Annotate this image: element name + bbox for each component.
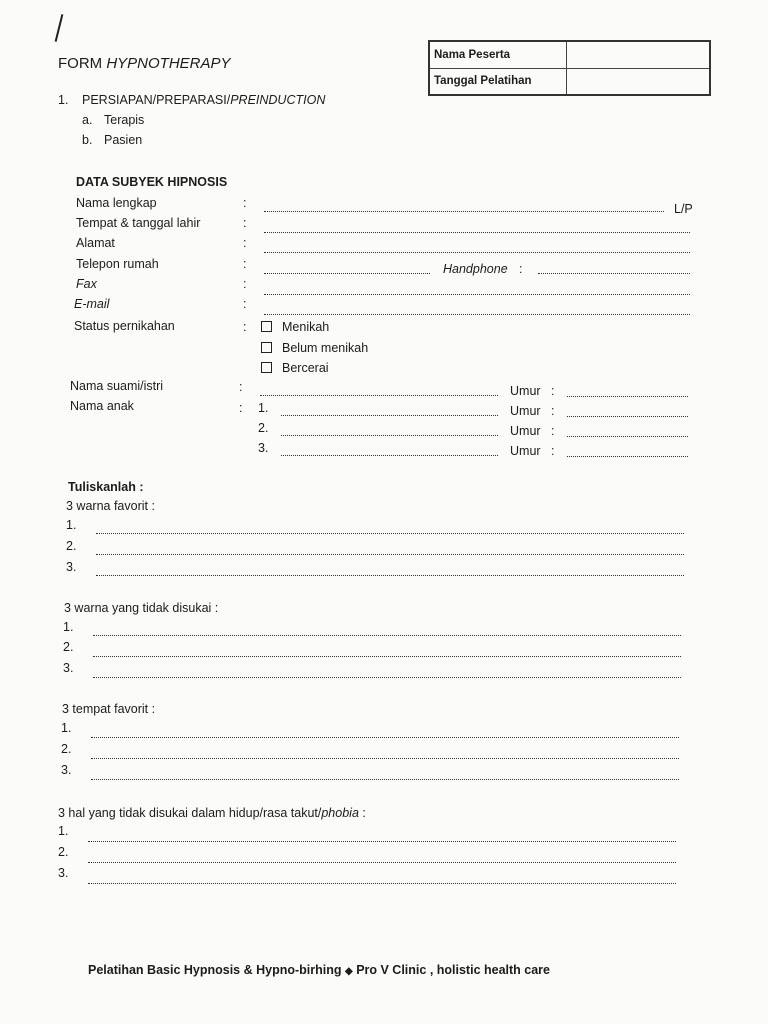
list-title-favorite-places: 3 tempat favorit : bbox=[62, 702, 156, 716]
checkbox[interactable] bbox=[261, 342, 272, 353]
section1-item-marker: b. bbox=[82, 133, 93, 147]
age-label: Umur bbox=[510, 424, 541, 438]
birth-label: Tempat & tanggal lahir bbox=[76, 216, 201, 230]
section1-title-italic: PREINDUCTION bbox=[230, 93, 326, 107]
colon: : bbox=[243, 257, 247, 271]
colon: : bbox=[243, 320, 247, 334]
list-number: 1. bbox=[63, 620, 74, 634]
colon: : bbox=[243, 196, 247, 210]
participant-table bbox=[428, 40, 711, 96]
marital-option-belum-menikah[interactable] bbox=[261, 341, 368, 355]
handphone-label: Handphone bbox=[443, 262, 508, 276]
list-number: 3. bbox=[58, 866, 69, 880]
birth-line[interactable] bbox=[264, 232, 690, 233]
form-title-main: HYPNOTHERAPY bbox=[106, 55, 231, 72]
name-label: Nama lengkap bbox=[76, 196, 157, 210]
tuliskan-heading: Tuliskanlah : bbox=[68, 480, 144, 494]
answer-line[interactable] bbox=[96, 533, 684, 534]
answer-line[interactable] bbox=[96, 554, 684, 555]
checkbox[interactable] bbox=[261, 321, 272, 332]
gender-label: L/P bbox=[674, 202, 693, 216]
child-age-line[interactable] bbox=[567, 416, 688, 417]
colon: : bbox=[243, 236, 247, 250]
spouse-label: Nama suami/istri bbox=[70, 379, 164, 393]
section1-item-pasien: Pasien bbox=[104, 133, 143, 147]
phone-label: Telepon rumah bbox=[76, 257, 159, 271]
list-number: 2. bbox=[58, 845, 69, 859]
colon: : bbox=[551, 424, 555, 438]
child-number: 3. bbox=[258, 441, 269, 455]
answer-line[interactable] bbox=[91, 758, 679, 759]
child-name-line[interactable] bbox=[281, 415, 498, 416]
colon: : bbox=[239, 380, 243, 394]
colon: : bbox=[243, 277, 247, 291]
list-number: 1. bbox=[58, 824, 69, 838]
list-title-end: : bbox=[358, 806, 366, 820]
footer-text-right: Pro V Clinic , holistic health care bbox=[356, 963, 550, 977]
form-title bbox=[58, 55, 231, 72]
phone-line[interactable] bbox=[264, 273, 430, 274]
answer-line[interactable] bbox=[91, 779, 679, 780]
list-number: 1. bbox=[66, 518, 77, 532]
email-label: E-mail bbox=[74, 297, 110, 311]
list-title-disliked-colors: 3 warna yang tidak disukai : bbox=[64, 601, 219, 615]
answer-line[interactable] bbox=[93, 656, 681, 657]
age-label: Umur bbox=[510, 404, 541, 418]
child-age-line[interactable] bbox=[567, 456, 688, 457]
fax-label: Fax bbox=[76, 277, 97, 291]
marital-option-bercerai[interactable] bbox=[261, 361, 329, 375]
list-title-italic: phobia bbox=[321, 806, 359, 820]
age-label: Umur bbox=[510, 444, 541, 458]
answer-line[interactable] bbox=[93, 677, 681, 678]
marital-option-label: Bercerai bbox=[282, 361, 329, 375]
child-name-line[interactable] bbox=[281, 435, 498, 436]
fax-line[interactable] bbox=[264, 294, 690, 295]
marital-option-menikah[interactable] bbox=[261, 320, 329, 334]
subject-heading: DATA SUBYEK HIPNOSIS bbox=[76, 175, 228, 189]
section1-item-terapis: Terapis bbox=[104, 113, 145, 127]
answer-line[interactable] bbox=[88, 883, 676, 884]
form-title-prefix: FORM bbox=[58, 55, 103, 72]
marital-label: Status pernikahan bbox=[74, 319, 175, 333]
name-line[interactable] bbox=[264, 211, 664, 212]
answer-line[interactable] bbox=[91, 737, 679, 738]
list-number: 3. bbox=[66, 560, 77, 574]
section1-number: 1. bbox=[58, 93, 69, 107]
training-date-label: Tanggal Pelatihan bbox=[429, 68, 567, 95]
list-number: 1. bbox=[61, 721, 72, 735]
diamond-icon: ◆ bbox=[345, 966, 353, 977]
list-number: 2. bbox=[63, 640, 74, 654]
spouse-line[interactable] bbox=[260, 395, 498, 396]
list-number: 3. bbox=[63, 661, 74, 675]
marital-option-label: Belum menikah bbox=[282, 341, 369, 355]
colon: : bbox=[551, 404, 555, 418]
list-number: 2. bbox=[66, 539, 77, 553]
answer-line[interactable] bbox=[88, 862, 676, 863]
participant-name-label: Nama Peserta bbox=[429, 41, 567, 68]
children-label: Nama anak bbox=[70, 399, 134, 413]
age-label: Umur bbox=[510, 384, 541, 398]
address-label: Alamat bbox=[76, 236, 115, 250]
colon: : bbox=[551, 444, 555, 458]
pen-mark bbox=[55, 14, 64, 42]
child-number: 1. bbox=[258, 401, 269, 415]
colon: : bbox=[239, 401, 243, 415]
handphone-line[interactable] bbox=[538, 273, 690, 274]
colon: : bbox=[243, 216, 247, 230]
footer-text-left: Pelatihan Basic Hypnosis & Hypno-birhing bbox=[88, 963, 342, 977]
child-number: 2. bbox=[258, 421, 269, 435]
spouse-age-line[interactable] bbox=[567, 396, 688, 397]
list-title-text: 3 hal yang tidak disukai dalam hidup/rasa takut/ bbox=[58, 806, 322, 820]
email-line[interactable] bbox=[264, 314, 690, 315]
list-number: 3. bbox=[61, 763, 72, 777]
answer-line[interactable] bbox=[93, 635, 681, 636]
training-date-field[interactable] bbox=[567, 68, 711, 95]
section1-title-prefix: PERSIAPAN/PREPARASI/ bbox=[82, 93, 231, 107]
answer-line[interactable] bbox=[88, 841, 676, 842]
footer bbox=[88, 963, 550, 977]
colon: : bbox=[519, 262, 523, 276]
checkbox[interactable] bbox=[261, 362, 272, 373]
answer-line[interactable] bbox=[96, 575, 684, 576]
child-name-line[interactable] bbox=[281, 455, 498, 456]
section1-item-marker: a. bbox=[82, 113, 93, 127]
marital-option-label: Menikah bbox=[282, 320, 330, 334]
colon: : bbox=[551, 384, 555, 398]
participant-name-field[interactable] bbox=[567, 41, 711, 68]
list-title-fears bbox=[58, 806, 366, 820]
child-age-line[interactable] bbox=[567, 436, 688, 437]
list-title-favorite-colors: 3 warna favorit : bbox=[66, 499, 155, 513]
section1-title bbox=[82, 93, 325, 107]
address-line[interactable] bbox=[264, 252, 690, 253]
list-number: 2. bbox=[61, 742, 72, 756]
colon: : bbox=[243, 297, 247, 311]
